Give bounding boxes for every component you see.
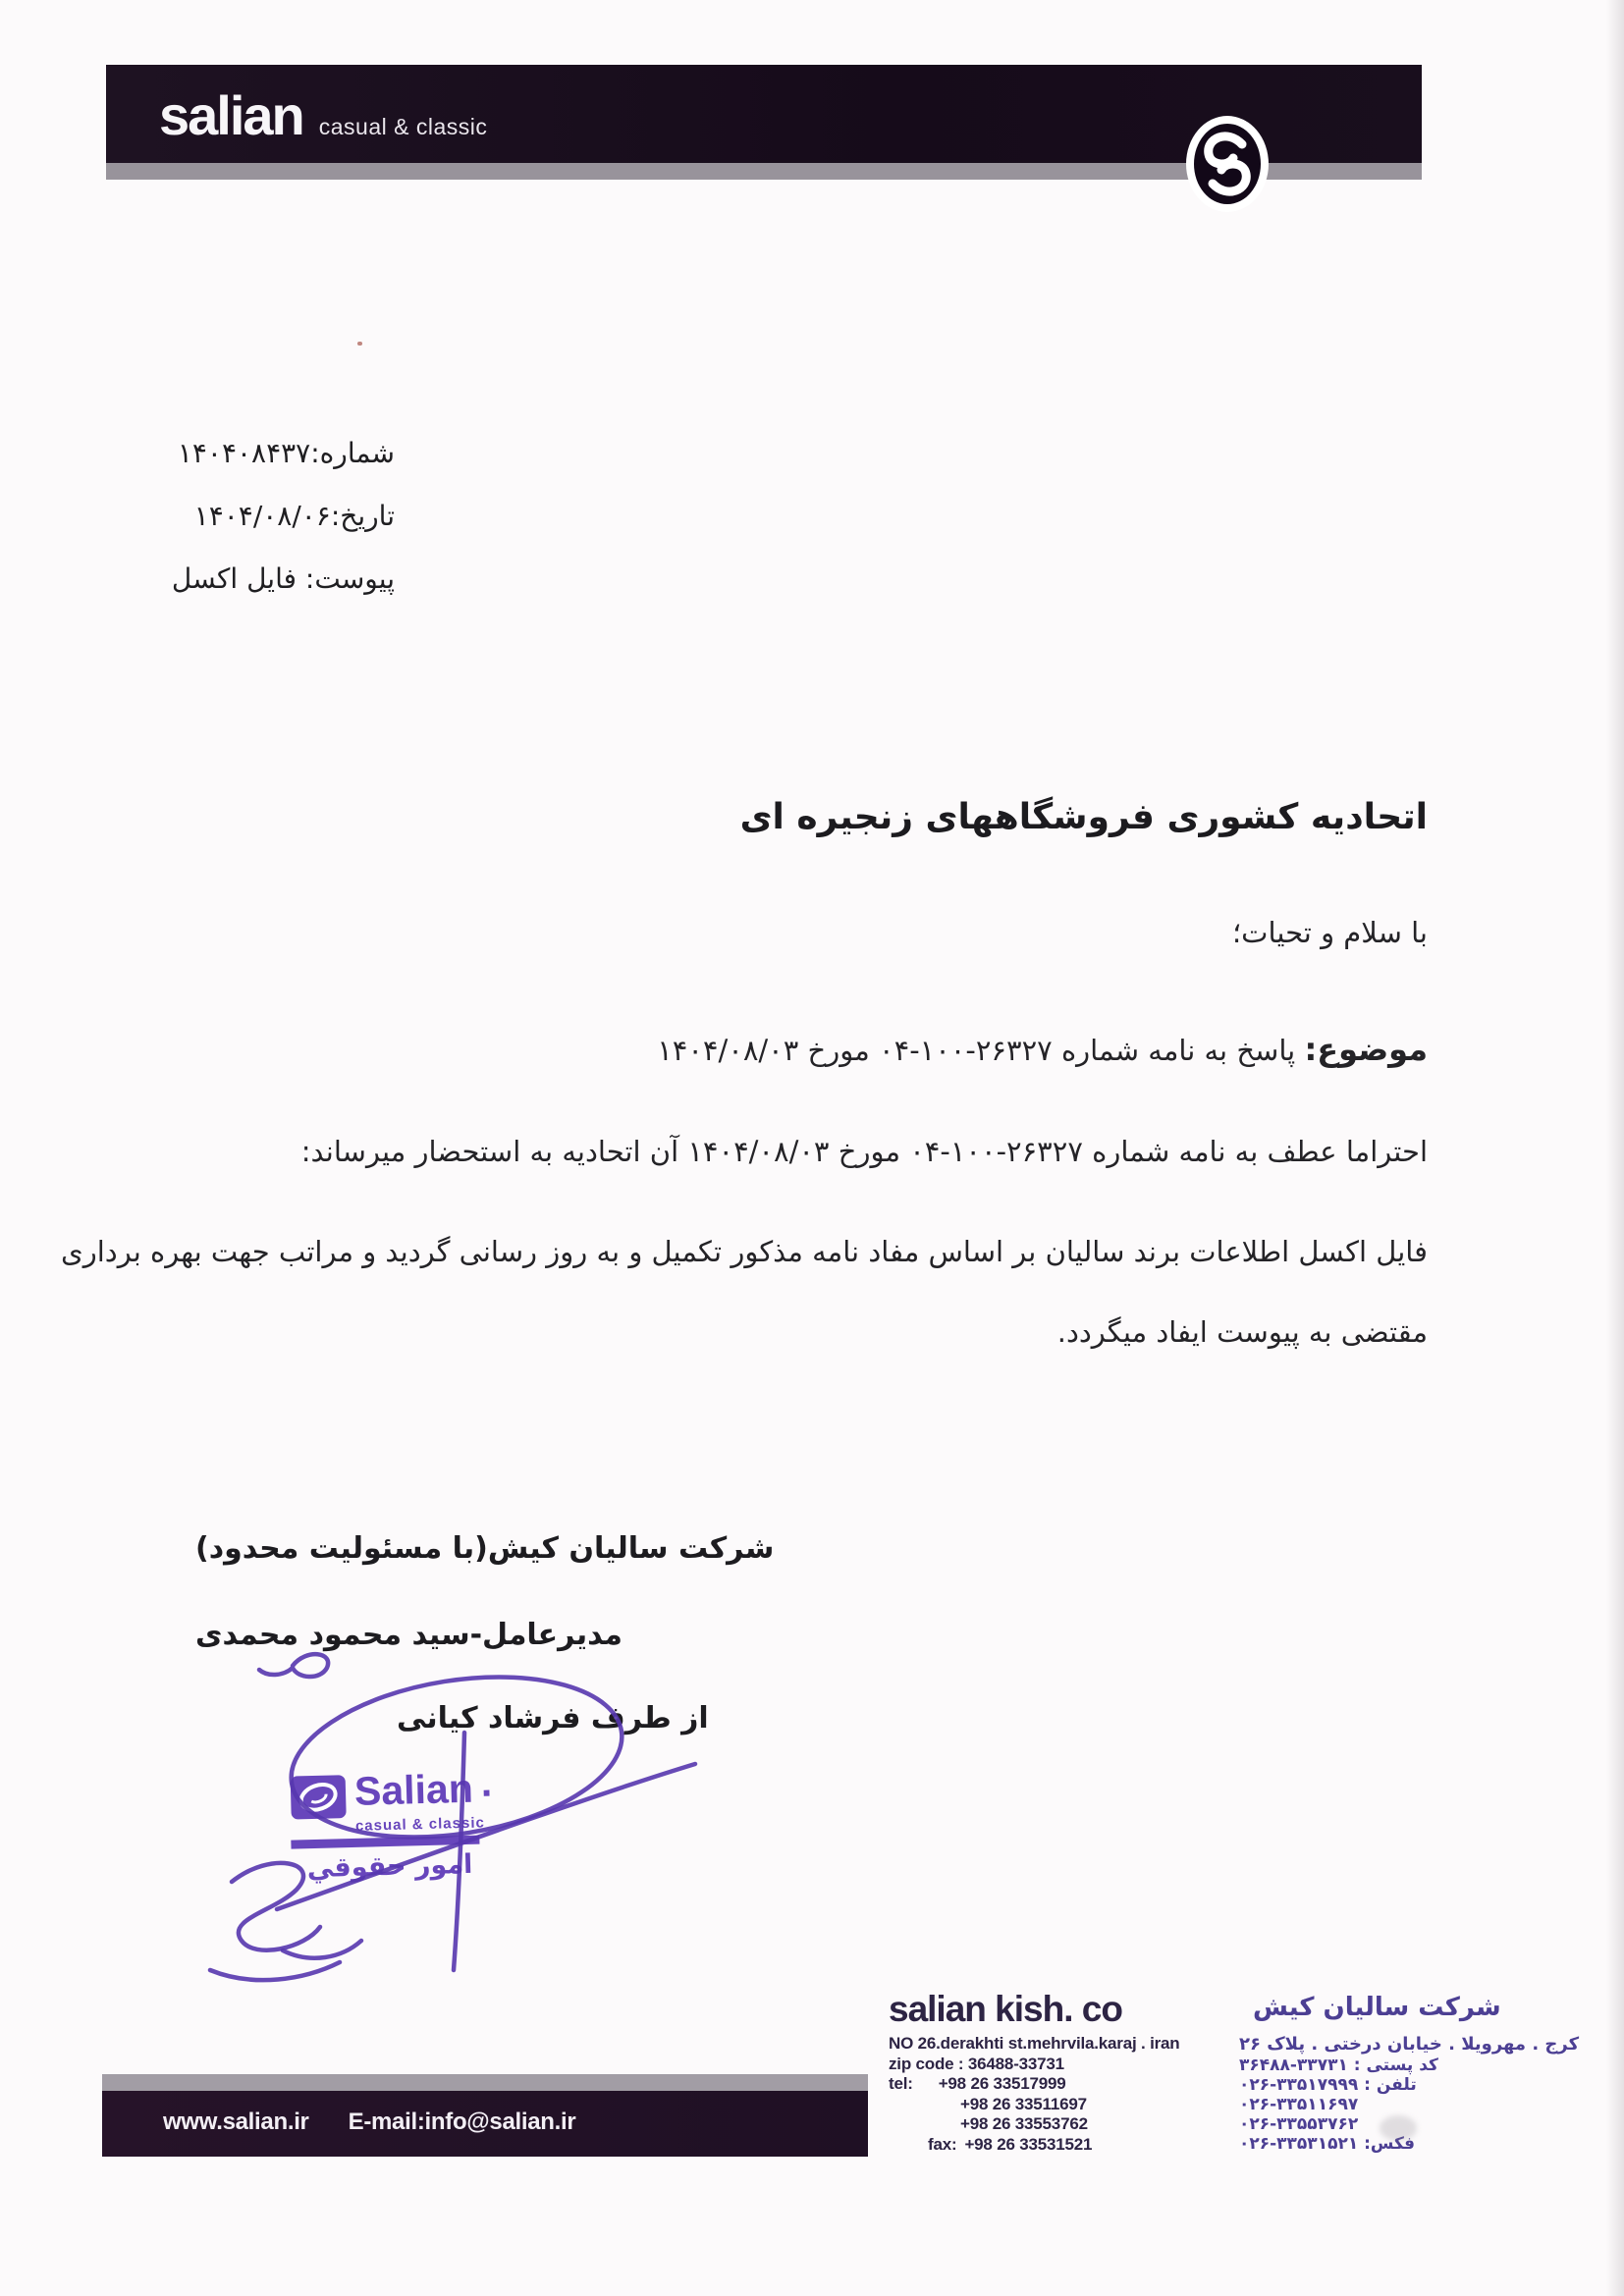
- footer-en-block: [889, 1991, 1179, 2155]
- brand-name: salian: [159, 84, 303, 146]
- footer-fa-address: کرج . مهرویلا . خیابان درختی . پلاک ۲۶: [1239, 2034, 1580, 2055]
- s-swirl-logo-icon: [1180, 115, 1274, 213]
- footer-en-tel-1: [889, 2074, 1179, 2095]
- bottom-gray-strip: [102, 2074, 868, 2091]
- bottom-band: [102, 2091, 868, 2157]
- subject-text: پاسخ به نامه شماره ۲۶۳۲۷-۱۰۰-۰۴ مورخ ۱۴۰۴/۰۸/۰۳: [657, 1034, 1296, 1067]
- body-paragraph-line-1: فایل اکسل اطلاعات برند سالیان بر اساس مفاد نامه مذکور تکمیل و به روز رسانی گردید و مراتب جهت بهره برداری: [61, 1235, 1428, 1268]
- meta-attachment: [172, 548, 395, 611]
- stamp-tagline: casual & classic: [354, 1814, 486, 1835]
- recipient-title: اتحادیه کشوری فروشگاههای زنجیره ای: [739, 797, 1428, 837]
- footer-fa-tel-1: [1239, 2075, 1579, 2095]
- meta-number-label: شماره:: [310, 437, 395, 469]
- signature-company: شرکت سالیان کیش(با مسئولیت محدود): [195, 1531, 775, 1566]
- footer-fa-fax-value: ۰۲۶-۳۳۵۳۱۵۲۱: [1239, 2134, 1359, 2154]
- footer-fa-zip: [1239, 2056, 1579, 2075]
- footer-fa-company: شرکت سالیان کیش: [1253, 1993, 1501, 2022]
- footer-en-address: NO 26.derakhti st.mehrvila.karaj . iran: [889, 2034, 1180, 2053]
- footer-en-fax-value: +98 26 33531521: [964, 2134, 1093, 2154]
- scan-speck: [357, 342, 362, 346]
- website-text: www.salian.ir: [163, 2109, 309, 2135]
- footer-fa-tel-label: تلفن :: [1364, 2075, 1417, 2095]
- meta-date-value: ۱۴۰۴/۰۸/۰۶: [193, 500, 331, 532]
- footer-en-tel-label: tel:: [889, 2074, 913, 2093]
- letter-meta: [172, 422, 395, 611]
- meta-number: [172, 422, 395, 485]
- footer-fa-tel-1-value: ۰۲۶-۳۳۵۱۷۹۹۹: [1239, 2075, 1359, 2095]
- company-stamp: [290, 1765, 496, 1885]
- footer-fa-zip-label: کد پستی :: [1353, 2056, 1438, 2075]
- bottom-band-contacts: [163, 2109, 575, 2136]
- footer-en-tel-3: +98 26 33553762: [960, 2114, 1088, 2133]
- email-text: E-mail:info@salian.ir: [348, 2109, 576, 2135]
- meta-date: [172, 485, 395, 548]
- footer-fa-tel-3: ۰۲۶-۳۳۵۵۳۷۶۲: [1239, 2114, 1359, 2134]
- salutation: با سلام و تحیات؛: [1231, 916, 1428, 949]
- stamp-department: امور حقوقي: [306, 1848, 473, 1885]
- signature-on-behalf: از طرف فرشاد کیانی: [397, 1701, 709, 1735]
- stamp-brand-row: [290, 1765, 496, 1821]
- body-paragraph-line-2: مقتضی به پیوست ایفاد میگردد.: [1056, 1315, 1428, 1349]
- scan-smudge: [1380, 2115, 1417, 2141]
- footer-fa-tel-2: ۰۲۶-۳۳۵۱۱۶۹۷: [1239, 2095, 1359, 2114]
- footer-en-tel-2: +98 26 33511697: [960, 2094, 1087, 2113]
- meta-date-label: تاریخ:: [330, 500, 395, 532]
- footer-en-fax: [889, 2135, 1179, 2156]
- subject-line: [657, 1031, 1428, 1068]
- footer-fa-fax-label: فکس:: [1364, 2134, 1415, 2154]
- signature-signatory: مدیرعامل-سید محمود محمدی: [195, 1618, 623, 1652]
- reference-line: احتراما عطف به نامه شماره ۲۶۳۲۷-۱۰۰-۰۴ مورخ ۱۴۰۴/۰۸/۰۳ آن اتحادیه به استحضار میرساند:: [300, 1135, 1428, 1168]
- footer-en-company: salian kish. co: [889, 1989, 1122, 2029]
- stamp-dot: ·: [480, 1770, 496, 1816]
- footer-en-tel-1-value: +98 26 33517999: [938, 2074, 1066, 2093]
- brand-lockup: [159, 84, 488, 146]
- meta-number-value: ۱۴۰۴۰۸۴۳۷: [177, 437, 311, 469]
- footer-fa-zip-value: ۳۶۴۸۸-۳۳۷۳۱: [1239, 2056, 1348, 2075]
- stamp-swirl-logo-icon: [290, 1774, 348, 1821]
- brand-tagline: casual & classic: [318, 114, 488, 139]
- stamp-brand-text: Salian: [353, 1765, 474, 1814]
- stamp-divider-bar: [291, 1836, 479, 1849]
- scan-edge-shadow: [1606, 0, 1624, 2296]
- footer-en-zip: zip code : 36488-33731: [889, 2054, 1064, 2073]
- subject-label: موضوع:: [1304, 1031, 1428, 1068]
- meta-attachment-value: فایل اکسل: [171, 562, 297, 595]
- meta-attachment-label: پیوست:: [304, 562, 395, 595]
- footer-en-fax-label: fax:: [928, 2134, 957, 2154]
